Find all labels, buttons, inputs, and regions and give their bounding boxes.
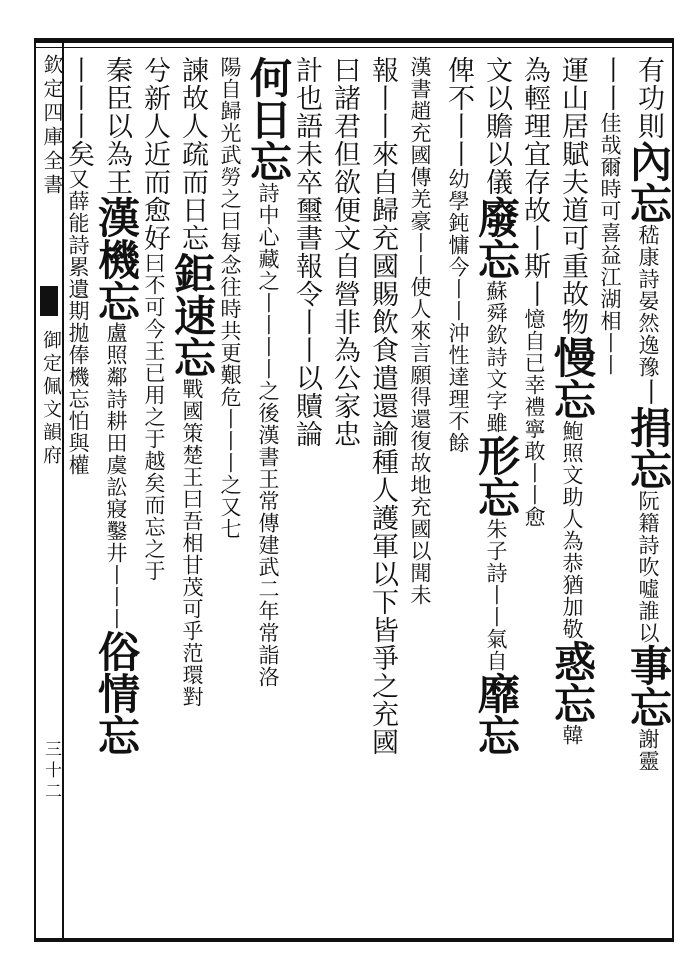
text-segment: 蘇舜欽詩文字雖 [484,280,508,434]
bottom-border-rule [34,938,674,942]
text-segment: 戰國策楚王曰吾相甘茂可乎范環對 [180,378,204,708]
text-segment: 丨丨 [595,56,626,112]
top-inner-rule [34,47,674,48]
text-column [592,56,628,936]
text-segment: 沖性達理不餘 [446,322,470,454]
text-column [548,56,597,936]
text-segment: 丨 [633,378,664,406]
text-segment: 盧照鄰詩耕田虞訟寢鑿井丨丨丨 [104,322,128,630]
text-segment: 諫故人疏而日忘 [177,56,208,252]
text-segment: 鮑照文助人為恭猶加敬 [560,420,584,640]
left-border-rule [34,38,36,942]
headword: 捐忘 [624,406,673,490]
text-column [168,56,217,936]
headword: 廢忘 [472,196,521,280]
text-column [60,56,96,936]
headword: 靡忘 [472,672,521,756]
text-column [516,56,552,936]
text-segment: 計也語未卒璽書報令丨丨以贖論 [291,56,322,448]
headword: 慢忘 [548,336,597,420]
headword: 形忘 [472,434,521,518]
text-segment: 詩中心藏之丨丨丨丨之後漢書王常傳建武二年常詣洛 [256,182,280,688]
text-column [402,56,438,936]
text-segment: 又薛能詩累遺期拋俸機忘怕與權 [66,168,90,476]
text-column [212,56,248,936]
text-segment: 謝靈 [636,728,660,772]
text-segment: 韓 [560,724,584,746]
text-column [326,56,362,936]
text-column [92,56,141,936]
book-title: 欽定四庫全書 [40,54,64,198]
text-segment: 益江湖相丨丨 [598,244,622,376]
text-segment: 秦臣以為王 [101,56,132,196]
text-column [288,56,324,936]
headword: 事忘 [624,644,673,728]
top-border-rule [34,38,674,43]
text-segment: 嵇康詩晏然逸豫 [636,224,660,378]
text-segment: 曰不可今王已用之于越矣而忘之于 [142,252,166,582]
headword: 俗情忘 [92,630,141,756]
text-column [364,56,400,936]
text-segment: 憶自已幸禮寧敢丨丨 [522,308,546,506]
text-segment: 阮籍詩吹噓誰以 [636,490,660,644]
text-segment: 報丨丨來自歸充國賜飲食遣還諭種人護軍以下皆爭之充國 [367,56,398,756]
text-column [624,56,673,936]
text-segment: 運山居賦夫道可重故物 [557,56,588,336]
text-column [136,56,172,936]
text-segment: 文以贍以儀 [481,56,512,196]
fishtail-mark [40,286,58,316]
text-column [472,56,521,936]
text-segment: 丨丨丨矣 [63,56,94,168]
text-segment: 漢書趙充國傳羌豪丨丨使人來言願得還復故地充國以聞未 [408,56,432,606]
page-number: 三十二 [41,740,61,803]
text-segment: 為輕理宜存故丨斯丨 [519,56,550,308]
text-segment: 有功則 [633,56,664,140]
text-segment: 陽自歸光武勞之曰每念往時共更艱危丨丨丨之又七 [218,56,242,540]
headword: 鉅速忘 [168,252,217,378]
text-column [440,56,476,936]
headword: 惑忘 [548,640,597,724]
text-segment: 幼學鈍慵今丨丨 [446,168,470,322]
text-segment: 俾不丨丨 [443,56,474,168]
headword: 漢機忘 [92,196,141,322]
text-segment: 佳哉爾時可喜 [598,112,622,244]
volume-title: 御定佩文韻府 [40,330,62,468]
text-segment: 愈 [522,506,546,528]
text-segment: 兮新人近而愈好 [139,56,170,252]
headword: 何日忘 [244,56,293,182]
text-segment: 朱子詩丨丨氣自 [484,518,508,672]
text-segment: 曰諸君但欲便文自營非為公家忠 [329,56,360,448]
headword: 內忘 [624,140,673,224]
text-column [244,56,293,936]
